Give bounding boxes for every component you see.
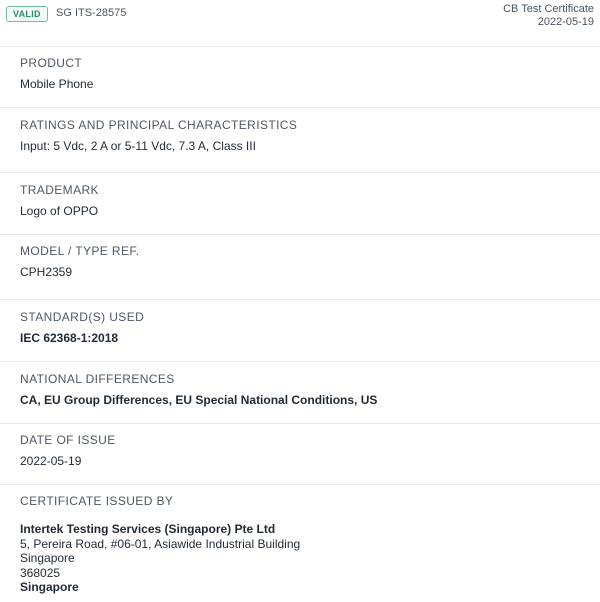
issuer-address-line: 5, Pereira Road, #06-01, Asiawide Industrial Building <box>20 536 301 551</box>
model-section <box>0 234 600 300</box>
ratings-label: RATINGS AND PRINCIPAL CHARACTERISTICS <box>20 118 298 132</box>
issuer-address-block <box>20 522 300 595</box>
issued-by-label: CERTIFICATE ISSUED BY <box>20 494 174 508</box>
product-label: PRODUCT <box>20 56 83 70</box>
product-value: Mobile Phone <box>20 77 94 91</box>
standards-label: STANDARD(S) USED <box>20 310 145 324</box>
date-of-issue-value: 2022-05-19 <box>20 454 82 468</box>
issuer-country: Singapore <box>20 580 79 594</box>
product-section <box>0 46 600 108</box>
national-differences-label: NATIONAL DIFFERENCES <box>20 372 175 386</box>
trademark-section <box>0 172 600 235</box>
national-differences-value: CA, EU Group Differences, EU Special National Conditions, US <box>20 393 378 407</box>
trademark-label: TRADEMARK <box>20 183 99 197</box>
issuer-city: Singapore <box>20 551 75 565</box>
ratings-section <box>0 107 600 173</box>
issuer-postcode: 368025 <box>20 565 61 580</box>
date-of-issue-label: DATE OF ISSUE <box>20 433 116 447</box>
standards-section <box>0 299 600 362</box>
header-date: 2022-05-19 <box>537 16 594 28</box>
model-label: MODEL / TYPE REF. <box>20 244 140 258</box>
date-of-issue-section <box>0 423 600 485</box>
document-type: CB Test Certificate <box>503 3 594 15</box>
certificate-header <box>0 0 600 47</box>
status-badge: VALID <box>6 6 48 22</box>
trademark-value: Logo of OPPO <box>20 204 99 218</box>
header-meta <box>503 3 594 29</box>
standards-value: IEC 62368-1:2018 <box>20 331 119 345</box>
certificate-number: SG ITS-28575 <box>56 7 127 19</box>
national-differences-section <box>0 361 600 424</box>
ratings-value: Input: 5 Vdc, 2 A or 5-11 Vdc, 7.3 A, Class III <box>20 139 256 153</box>
issuer-name: Intertek Testing Services (Singapore) Pte Ltd <box>20 522 276 536</box>
model-value: CPH2359 <box>20 265 73 279</box>
